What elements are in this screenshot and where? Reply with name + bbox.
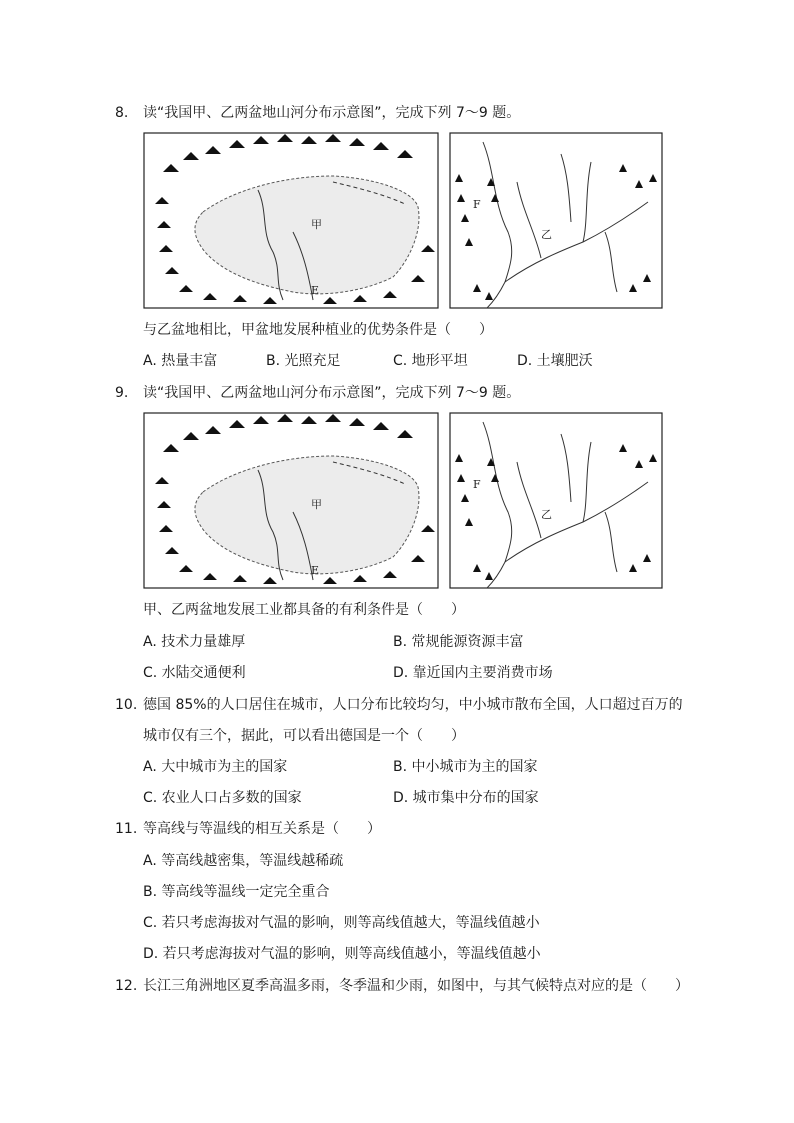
question-8-option-a[interactable]: A. 热量丰富 (143, 353, 218, 369)
question-8-prompt: 与乙盆地相比，甲盆地发展种植业的优势条件是（ ） (143, 322, 493, 338)
question-10-stem-line1: 德国 85%的人口居住在城市，人口分布比较均匀，中小城市散布全国，人口超过百万的 (143, 697, 683, 713)
right-f-label: F (473, 478, 481, 491)
left-basin-label: 甲 (311, 218, 322, 231)
question-11-number: 11. (115, 821, 138, 837)
question-9-option-b[interactable]: B. 常规能源资源丰富 (393, 634, 524, 650)
question-9-figure (143, 412, 663, 589)
left-bottom-label: E (311, 284, 320, 297)
basin-map-figure (143, 412, 663, 589)
question-11-option-c[interactable]: C. 若只考虑海拔对气温的影响，则等高线值越大，等温线值越小 (143, 915, 540, 931)
question-8-figure (143, 132, 663, 309)
question-12-number: 12. (115, 978, 138, 994)
question-10-option-b[interactable]: B. 中小城市为主的国家 (393, 759, 538, 775)
question-9-stem: 读“我国甲、乙两盆地山河分布示意图”，完成下列 7～9 题。 (143, 385, 521, 401)
question-9-option-a[interactable]: A. 技术力量雄厚 (143, 634, 246, 650)
question-10-stem-line2: 城市仅有三个，据此，可以看出德国是一个（ ） (143, 728, 465, 744)
question-9-prompt: 甲、乙两盆地发展工业都具备的有利条件是（ ） (143, 602, 465, 618)
question-8-option-c[interactable]: C. 地形平坦 (393, 353, 468, 369)
question-10-option-c[interactable]: C. 农业人口占多数的国家 (143, 790, 302, 806)
question-9-option-d[interactable]: D. 靠近国内主要消费市场 (393, 665, 553, 681)
question-11-stem: 等高线与等温线的相互关系是（ ） (143, 821, 381, 837)
question-11-option-b[interactable]: B. 等高线等温线一定完全重合 (143, 884, 330, 900)
question-8-number: 8. (115, 105, 129, 121)
question-8-stem: 读“我国甲、乙两盆地山河分布示意图”，完成下列 7～9 题。 (143, 105, 521, 121)
right-basin-label: 乙 (541, 228, 552, 241)
question-9-number: 9. (115, 385, 129, 401)
right-basin-label: 乙 (541, 508, 552, 521)
basin-map-figure (143, 132, 663, 309)
question-11-option-a[interactable]: A. 等高线越密集，等温线越稀疏 (143, 853, 344, 869)
right-f-label: F (473, 198, 481, 211)
question-10-option-d[interactable]: D. 城市集中分布的国家 (393, 790, 539, 806)
question-11-option-d[interactable]: D. 若只考虑海拔对气温的影响，则等高线值越小，等温线值越小 (143, 946, 541, 962)
question-9-option-c[interactable]: C. 水陆交通便利 (143, 665, 246, 681)
question-12-stem: 长江三角洲地区夏季高温多雨，冬季温和少雨，如图中，与其气候特点对应的是（ ） (143, 978, 689, 994)
left-bottom-label: E (311, 564, 320, 577)
left-basin-label: 甲 (311, 498, 322, 511)
question-8-option-d[interactable]: D. 土壤肥沃 (517, 353, 593, 369)
question-8-option-b[interactable]: B. 光照充足 (266, 353, 341, 369)
question-10-option-a[interactable]: A. 大中城市为主的国家 (143, 759, 288, 775)
question-10-number: 10. (115, 697, 138, 713)
